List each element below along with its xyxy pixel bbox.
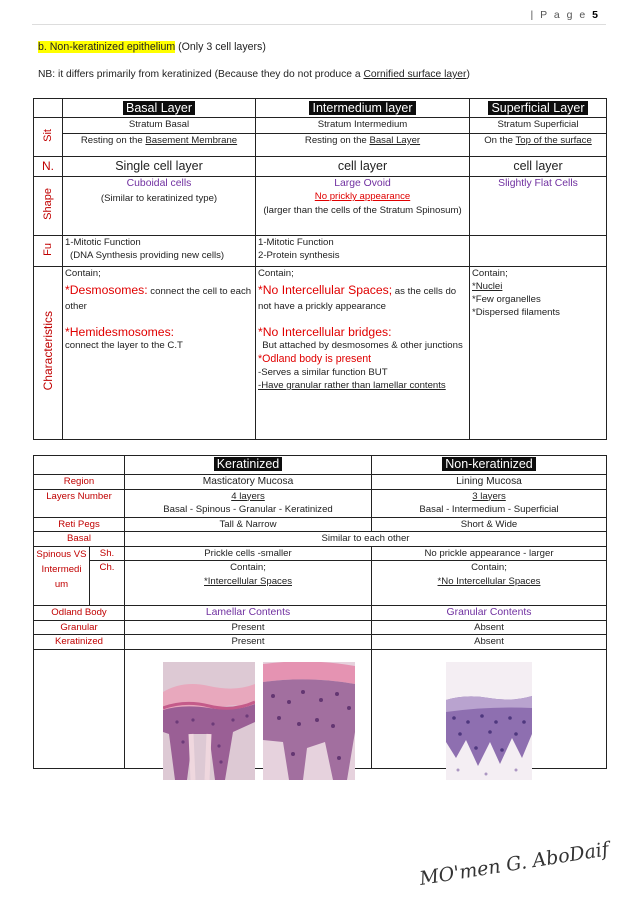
- row-keratinized: Keratinized Present Absent: [34, 635, 607, 650]
- sit-label: Sit: [41, 128, 54, 142]
- fu-basal: 1-Mitotic Function (DNA Synthesis providing new cells): [63, 236, 256, 267]
- n-row: [34, 157, 607, 177]
- author-signature: MO'men G. AboDaif: [417, 838, 610, 890]
- n-superficial: cell layer: [470, 157, 607, 177]
- shape-label: Shape: [41, 188, 54, 220]
- header-basal-layer: Basal Layer: [123, 101, 195, 115]
- shape-basal: Cuboidal cells (Similar to keratinized type): [63, 177, 256, 236]
- keratinized-histology-image-1: [163, 662, 255, 780]
- row-region: Region Masticatory Mucosa Lining Mucosa: [34, 475, 607, 490]
- layers-table: [33, 98, 607, 440]
- header-non-keratinized: Non-keratinized: [442, 457, 536, 471]
- header-keratinized: Keratinized: [214, 457, 283, 471]
- row-basal: Basal Similar to each other: [34, 532, 607, 547]
- shape-row: [34, 177, 607, 236]
- non-keratinized-histology-image: [446, 662, 532, 780]
- name-superficial: Stratum Superficial: [470, 118, 607, 134]
- header-intermedium-layer: Intermedium layer: [309, 101, 415, 115]
- shape-intermedium: Large Ovoid No prickly appearance (larger than the cells of the Stratum Spinosum): [256, 177, 470, 236]
- fu-label: Fu: [41, 242, 54, 256]
- header-rule: [32, 24, 606, 25]
- sit-intermedium: Resting on the Basal Layer: [256, 134, 470, 157]
- shape-superficial: Slightly Flat Cells: [470, 177, 607, 236]
- n-intermedium: cell layer: [256, 157, 470, 177]
- fu-intermedium: 1-Mitotic Function 2-Protein synthesis: [256, 236, 470, 267]
- sit-row: [34, 118, 607, 134]
- row-reti-pegs: Reti Pegs Tall & Narrow Short & Wide: [34, 517, 607, 532]
- row-layers-number: Layers Number 4 layers Basal - Spinous - Granular - Keratinized 3 layers Basal - Intermedium - Superficial: [34, 489, 607, 517]
- char-intermedium: Contain; *No Intercellular Spaces; as the cells do not have a prickly appearance *No Intercellular bridges: But attached by desmosomes & other junctions *Odland body is present -Serves a similar function BUT -Have granular rather than lamellar contents: [256, 267, 470, 440]
- nb-note: NB: it differs primarily from keratinized (Because they do not produce a Cornified surface layer): [38, 69, 470, 80]
- keratinized-histology-image-2: [263, 662, 355, 780]
- row-spinous-shape: Spinous VS Intermedi um Sh. Prickle cells -smaller No prickle appearance - larger: [34, 546, 607, 561]
- n-basal: Single cell layer: [63, 157, 256, 177]
- characteristics-label: Characteristics: [40, 311, 55, 391]
- characteristics-row: [34, 267, 607, 440]
- page-number: | P a g e 5: [530, 9, 598, 21]
- char-basal: Contain; *Desmosomes: connect the cell to each other *Hemidesmosomes: connect the layer to the C.T: [63, 267, 256, 440]
- n-label: N.: [34, 157, 63, 177]
- char-superficial: Contain; *Nuclei *Few organelles *Dispersed filaments: [470, 267, 607, 440]
- fu-row: [34, 236, 607, 267]
- sit-superficial: On the Top of the surface: [470, 134, 607, 157]
- name-basal: Stratum Basal: [63, 118, 256, 134]
- name-intermedium: Stratum Intermedium: [256, 118, 470, 134]
- section-heading: b. Non-keratinized epithelium (Only 3 cell layers): [38, 41, 266, 53]
- row-odland-body: Odland Body Lamellar Contents Granular Contents: [34, 606, 607, 621]
- row-granular: Granular Present Absent: [34, 620, 607, 635]
- row-spinous-characteristics: Ch. Contain; *Intercellular Spaces Contain; *No Intercellular Spaces: [34, 561, 607, 606]
- header-superficial-layer: Superficial Layer: [488, 101, 587, 115]
- sit-basal: Resting on the Basement Membrane: [63, 134, 256, 157]
